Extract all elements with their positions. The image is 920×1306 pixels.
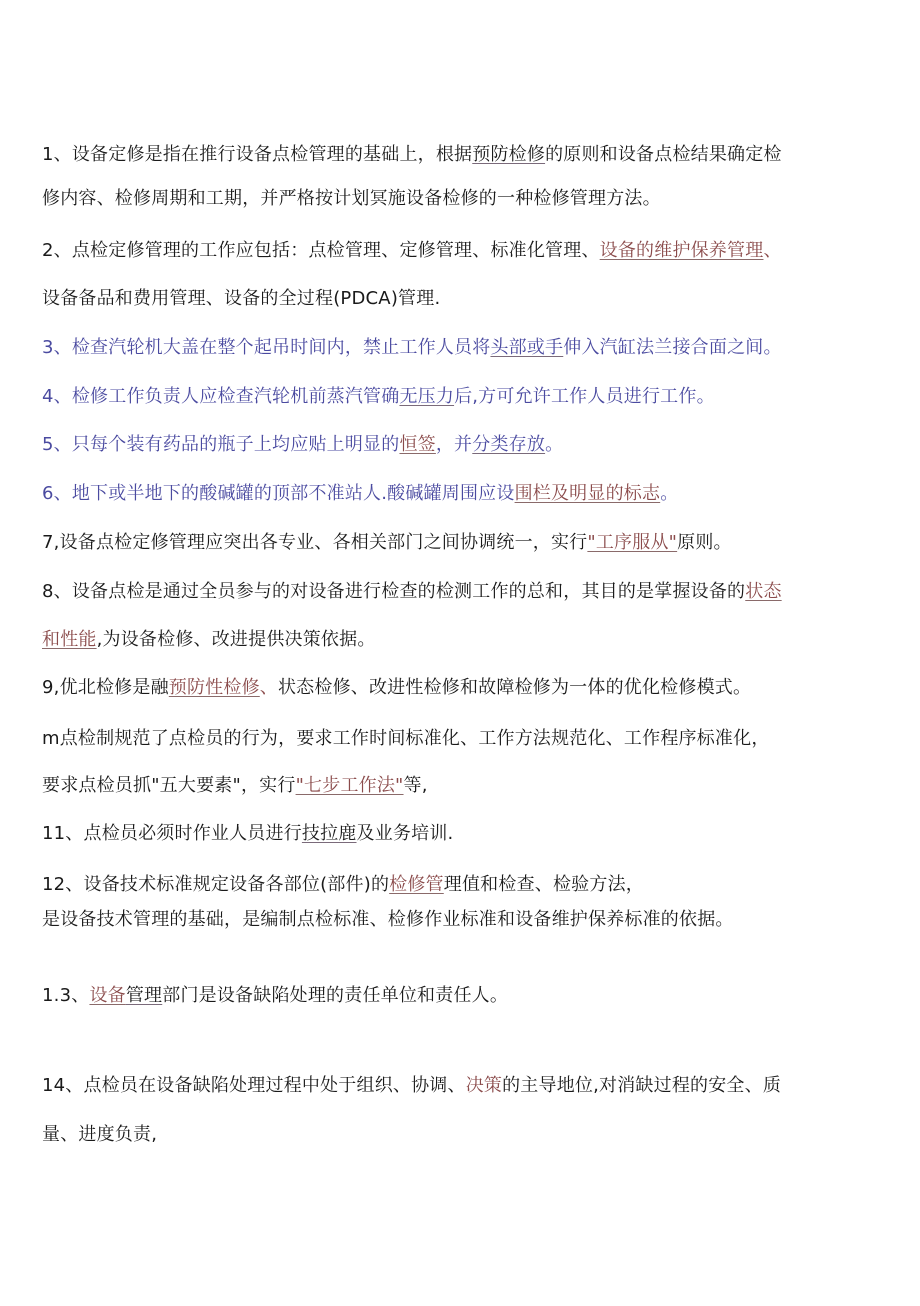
text-line	[42, 676, 751, 700]
text-segment: 设备备品和费用管理、设备的全过程(PDCA)管理.	[42, 288, 441, 309]
highlighted-term: "七步工作法"	[295, 775, 404, 796]
text-segment: 的主导地位,对消缺过程的安全、质	[502, 1075, 782, 1096]
text-segment: 要求点检员抓"五大要素"，实行	[42, 775, 296, 796]
text-line	[42, 239, 782, 263]
text-segment: 。	[545, 434, 564, 455]
text-segment: 11、点检员必须时作业人员进行	[42, 823, 302, 844]
text-line	[42, 822, 453, 846]
highlighted-term: 、	[259, 677, 278, 698]
highlighted-term: "工序服从"	[587, 532, 678, 553]
text-line	[42, 336, 782, 360]
text-segment: 1.3、	[42, 985, 90, 1006]
text-segment: 14、点检员在设备缺陷处理过程中处于组织、协调、	[42, 1075, 466, 1096]
highlighted-term: 恒签	[399, 434, 436, 455]
text-segment: 是设备技术管理的基础，是编制点检标准、检修作业标准和设备维护保养标准的依据。	[42, 909, 734, 930]
highlighted-term: 检修管	[389, 874, 444, 895]
text-segment: 2、点检定修管理的工作应包括：点检管理、定修管理、标准化管理、	[42, 240, 600, 261]
highlighted-term: 管理	[125, 985, 163, 1006]
highlighted-term: 无压力	[399, 386, 455, 407]
highlighted-term: 决策	[465, 1075, 503, 1096]
text-segment: 伸入汽缸法兰接合面之间。	[563, 337, 782, 358]
text-segment: 5、只每个装有药品的瓶子上均应贴上明显的	[42, 434, 400, 455]
text-line	[42, 385, 715, 409]
text-segment: 及业务培训.	[356, 823, 454, 844]
text-segment: 量、进度负责,	[42, 1124, 158, 1145]
text-segment: 7,设备点检定修管理应突出各专业、各相关部门之间协调统一，实行	[42, 532, 588, 553]
text-line	[42, 727, 770, 751]
text-segment: 12、设备技术标准规定设备各部位(部件)的	[42, 874, 390, 895]
text-line	[42, 287, 440, 311]
highlighted-term: 设备	[89, 985, 126, 1006]
text-segment: 。	[660, 483, 679, 504]
highlighted-term: 技拉鹿	[301, 823, 357, 844]
highlighted-term: 预防检修	[472, 144, 546, 165]
text-segment: 后,方可允许工作人员进行工作。	[454, 386, 715, 407]
text-line	[42, 580, 782, 604]
text-line	[42, 433, 563, 457]
text-segment: 4、检修工作负责人应检查汽轮机前蒸汽管确	[42, 386, 400, 407]
text-line	[42, 774, 428, 798]
highlighted-term: 围栏及明显的标志	[514, 483, 661, 504]
text-segment: 修内容、检修周期和工期，并严格按计划冥施设备检修的一种检修管理方法。	[42, 188, 661, 209]
highlighted-term: 、	[763, 240, 782, 261]
text-line	[42, 628, 376, 652]
text-segment: 的原则和设备点检结果确定检	[545, 144, 782, 165]
highlighted-term: 预防性检修	[168, 677, 260, 698]
text-segment: 等,	[403, 775, 428, 796]
text-line	[42, 143, 782, 167]
text-line	[42, 482, 678, 506]
text-segment: 原则。	[677, 532, 732, 553]
highlighted-term: 分类存放	[472, 434, 546, 455]
text-segment: ，并	[435, 434, 473, 455]
text-segment: 1、设备定修是指在推行设备点检管理的基础上，根据	[42, 144, 473, 165]
text-line	[42, 187, 661, 211]
text-line	[42, 908, 734, 932]
highlighted-term: 和性能	[42, 629, 97, 650]
text-segment: 6、地下或半地下的酸碱罐的顶部不准站人.酸碱罐周围应设	[42, 483, 515, 504]
highlighted-term: 设备的维护保养管理	[599, 240, 764, 261]
highlighted-term: 状态	[745, 581, 782, 602]
text-segment: 部门是设备缺陷处理的责任单位和责任人。	[162, 985, 509, 1006]
text-segment: m点检制规范了点检员的行为，要求工作时间标准化、工作方法规范化、工作程序标准化，	[42, 728, 770, 749]
text-line	[42, 531, 732, 555]
text-line	[42, 984, 508, 1008]
text-segment: 理值和检查、检验方法，	[443, 874, 644, 895]
text-segment: 9,优北检修是融	[42, 677, 169, 698]
text-line	[42, 1074, 781, 1098]
text-line	[42, 873, 644, 897]
text-line	[42, 1123, 157, 1147]
text-segment: 8、设备点检是通过全员参与的对设备进行检查的检测工作的总和，其目的是掌握设备的	[42, 581, 746, 602]
text-segment: ,为设备检修、改进提供决策依据。	[96, 629, 376, 650]
text-segment: 状态检修、改进性检修和故障检修为一体的优化检修模式。	[277, 677, 752, 698]
highlighted-term: 头部或手	[490, 337, 564, 358]
text-segment: 3、检查汽轮机大盖在整个起吊时间内，禁止工作人员将	[42, 337, 491, 358]
